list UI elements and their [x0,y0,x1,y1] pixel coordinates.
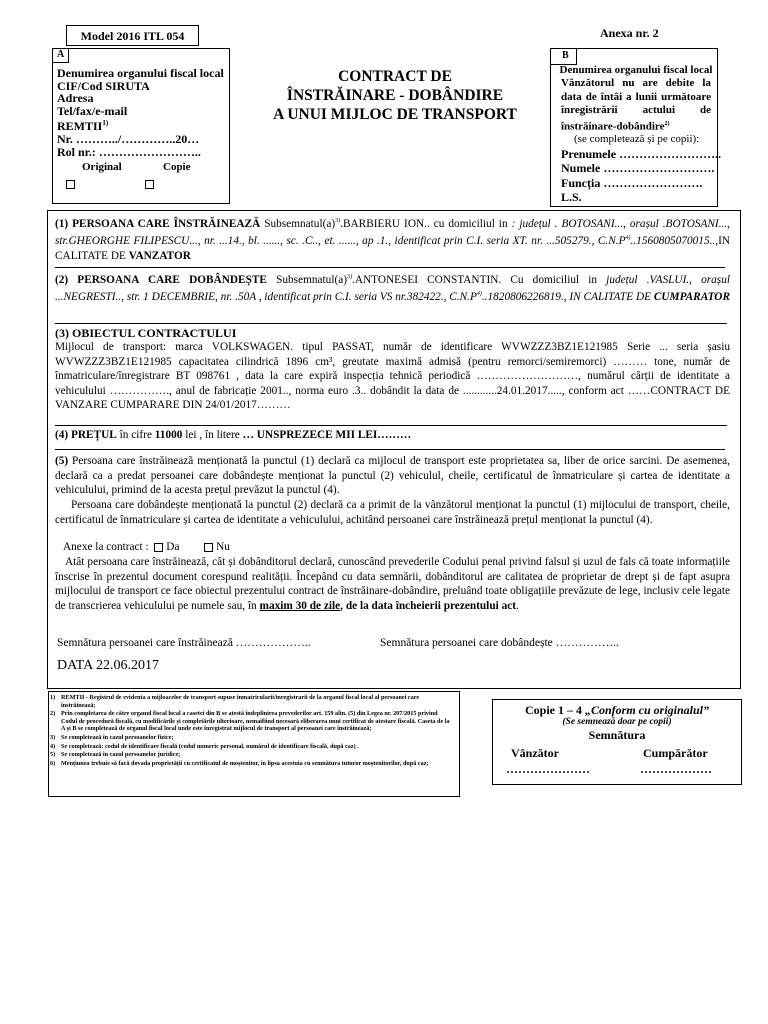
section-2-heading: (2) PERSOANA CARE DOBÂNDEȘTE [55,273,267,286]
anexe-nu-checkbox[interactable] [204,543,213,552]
s5-p1: Persoana care înstrăinează menționată la punctul (1) declară ca mijlocul de transport este proprietatea sa, liber de orice sarcini. De asemenea, declară ca a predat persoanei care dobândește menționat la punctul (2) vehiculul, cheile, certificatul de înmatriculare și cartea de identitate a vehiculului, primind de la acesta prețul prevăzut la punctul (4). [55,455,730,497]
footnote-num: 4) [50,742,56,750]
copy-title [492,703,742,718]
s1-t2: .BARBIERU ION.. cu domiciliul in [340,217,508,230]
s1-t4: ..1560805070015.., [630,235,719,248]
box-a-fields [57,67,224,158]
section-5-num: (5) [55,455,69,467]
contract-title [238,67,552,124]
title-line-1: CONTRACT DE [338,68,452,85]
footnote-num: 2) [50,710,56,718]
box-a-line: Adresa [57,91,94,106]
box-a-line: CIF/Cod SIRUTA [57,78,150,93]
footnote-num: 3) [50,733,56,741]
price-words: … UNSPREZECE MII LEI……… [242,429,412,441]
box-b-note: (se completează și pe copii): [574,133,700,145]
s4-t1: în cifre [116,429,155,441]
section-3-heading: (3) OBIECTUL CONTRACTULUI [55,326,237,340]
box-b-text [561,77,711,134]
s1-t6: VANZATOR [128,249,191,262]
footnote-text: Prin completarea de către organul fiscal local a casetei din B se atestă îndeplinirea prevederilor art. 159 alin. (5) din Legea nr. 207/2015 privind Codul de procedură fiscală, cu modificările și completările ulterioare, nemaifiind necesară eliberarea unui certificat de atestare fiscală. Caseta de la A și B se completează de organul fiscal local unde este înregistrat mijlocul de transport al persoanei care înstrăinează; [61,710,450,733]
price-amount: 11000 [154,429,183,441]
box-a-remtii [57,117,224,133]
contract-date: DATA 22.06.2017 [57,658,159,673]
s2-t5: CUMPARATOR [653,291,730,304]
box-b-functia: Funcția ……………………. [561,175,703,190]
copy-buyer-dots: ……………… [640,762,712,776]
s4-t2: lei , în litere [182,429,243,441]
s2-t1: Subsemnatul(a) [266,273,347,286]
section-1-heading: (1) PERSOANA CARE ÎNSTRĂINEAZĂ [55,217,261,230]
annex-row [63,541,230,553]
anexe-label: Anexe la contract : [63,541,149,553]
box-b-sup: 2) [664,120,670,127]
title-line-2: ÎNSTRĂINARE - DOBÂNDIRE [286,87,504,104]
copy-signature-label: Semnătura [588,728,646,742]
box-b-statement: Vânzătorul nu are debite la data de întâi a lunii următoare înregistrării actului de înstrăinare-dobândire [561,77,711,133]
footnote-item [50,734,452,742]
s5-p3d: . [516,599,519,612]
model-label: Model 2016 ITL 054 [80,29,185,43]
original-checkbox[interactable] [66,180,75,189]
footnote-item [50,760,452,768]
s2-t3: județul .VASLUI., orașul ...NEGRESTI.., str. 1 DECEMBRIE, nr. .50A , identificat prin C.I. seria VS nr.382422., C.N.P [55,273,730,304]
remtii-label: REMTII [57,119,103,134]
s2-t4: ..1820806226819., IN CALITATE DE [481,291,654,304]
copy-note: (Se semnează doar pe copii) [562,717,672,727]
footnote-item [50,694,452,709]
box-b-prenume: Prenumele …………………….. [561,147,722,161]
copy-t2: „Conform cu originalul” [584,703,710,717]
buyer-signature: Semnătura persoanei care dobândește …………….. [380,637,619,649]
copy-seller-dots: ………………… [506,762,590,776]
footnote-text: Se completează în cazul persoanelor juridice; [61,751,181,759]
s1-sup: 3) [335,218,341,224]
s1-t1: Subsemnatul(a) [260,217,336,230]
s2-t2: .ANTONESEI CONSTANTIN. Cu domiciliul in [352,273,598,286]
footnote-num: 1) [50,694,56,701]
remtii-sup: 1) [102,119,109,128]
box-b-nume: Numele ………………………. [561,161,715,176]
section-5-p3 [55,555,730,613]
anexe-da-label: Da [166,541,180,553]
footnote-text: Se completează în cazul persoanelor fizice; [61,733,174,741]
original-label: Original [82,161,122,173]
copy-buyer-label: Cumpărător [643,746,708,760]
copie-label: Copie [163,161,191,173]
footnotes [50,694,452,768]
copie-checkbox[interactable] [145,180,154,189]
box-a-line: Tel/fax/e-mail [57,103,128,118]
s1-sup2: 4) [625,235,631,242]
divider [55,267,725,268]
box-b-letter: B [562,50,569,61]
box-a-line: Denumirea organului fiscal local [57,66,224,80]
section-5-p2: Persoana care dobândește menționată la punctul (2) declară ca a primit de la vânzătorul menționat la punctul (1) mijlocului de transport, cheile, certificatul de înmatriculare și cartea de identitate a vehiculului, achitând persoanei care înstrăinează prețul menționat la punctul (4). [55,499,730,526]
divider [55,449,725,450]
footnote-item [50,743,452,751]
anexe-da-checkbox[interactable] [154,543,163,552]
s5-p3c: , de la data încheierii prezentului act [340,599,516,612]
footnote-num: 5) [50,751,56,759]
copy-t1: Copie 1 – 4 [524,703,585,717]
section-2 [55,270,730,305]
footnote-text: REMTII - Registrul de evidenta a mijloacelor de transport supuse inmatricularii/inregistrarii de la organul fiscal local al persoanei care înstrăinează; [61,694,420,709]
anexe-nu-label: Nu [216,541,230,553]
s2-sup2: 4) [476,291,482,298]
s1-t3: : județul . BOTOSANI..., orașul .BOTOSANI..., str.GHEORGHE FILIPESCU..., nr. ...14., bl. ......, sc. .C.., et. ......, ap .1., identificat prin C.I. seria XT. nr. ...505279., C.N.P [55,217,730,248]
footnote-num: 6) [50,759,56,767]
section-1 [55,214,730,263]
box-b-org: Denumirea organului fiscal local [559,64,713,76]
section-4-heading: (4) PREȚUL [55,429,117,441]
seller-signature: Semnătura persoanei care înstrăinează ……………….. [57,637,311,649]
title-line-3: A UNUI MIJLOC DE TRANSPORT [273,106,517,123]
box-a-letter: A [57,49,65,60]
deadline: maxim 30 de zile [259,599,341,612]
box-a-rol: Rol nr.: …………………….. [57,144,201,159]
box-b-ls: L.S. [561,190,582,205]
copy-seller-label: Vânzător [511,746,559,760]
s5-p3a: Atât persoana care înstrăinează, cât și dobânditorul declară, cunoscând prevederile Codului penal privind falsul și uzul de fals că toate informațiile înscrise în prezentul document corespund realității. Începând cu data semnării, dobânditorul are calitatea de proprietar de drept și de fapt asupra mijlocului de transport ce face obiectul prezentului contract de înstrăinare-dobândire, preluând toate obligațiile prevăzute de lege, inclusiv cele legate de transcrierea vehiculului pe numele sau, în [55,556,731,612]
divider [55,323,727,324]
s1-t5: IN CALITATE DE [55,235,730,262]
box-a-nr: Nr. ………../…………..20… [57,131,200,146]
section-3-text: Mijlocul de transport: marca VOLKSWAGEN. tipul PASSAT, număr de identificare WVWZZZ3BZ1E121985 Serie ... seria șasiu WVWZZZ3BZ1E121985 capacitatea cilindrică 1896 cm³, greutate maximă admisă (pentru remorci/semiremorci) ……… tone, număr de înmatriculare/înregistrare BT 098761 , data la care expiră inspecția tehnică periodică ………………………, numărul cărții de identitate a vehiculului ……………., anul de fabricație 2001.., norma euro .3.. dobândit la data de ............24.01.2017....., conform act ……CONTRACT DE VANZARE CUMPARARE DIN 24/01/2017……… [55,341,730,412]
s2-sup: 3) [347,274,352,280]
divider [55,425,727,426]
annex-label: Anexa nr. 2 [600,26,659,40]
footnote-text: Se completează: codul de identificare fiscală (codul numeric personal, numărul de identificare fiscală, după caz) . [61,742,359,750]
footnote-item [50,751,452,759]
section-5-p1 [55,454,730,498]
footnote-item [50,710,452,733]
box-b-signers [561,147,721,205]
section-4 [55,428,730,443]
footnote-text: Mențiunea trebuie să facă dovada proprietății cu certificatul de moștenitor, în lipsa acestuia cu semnătura tuturor moștenitorilor, după caz; [61,759,429,767]
